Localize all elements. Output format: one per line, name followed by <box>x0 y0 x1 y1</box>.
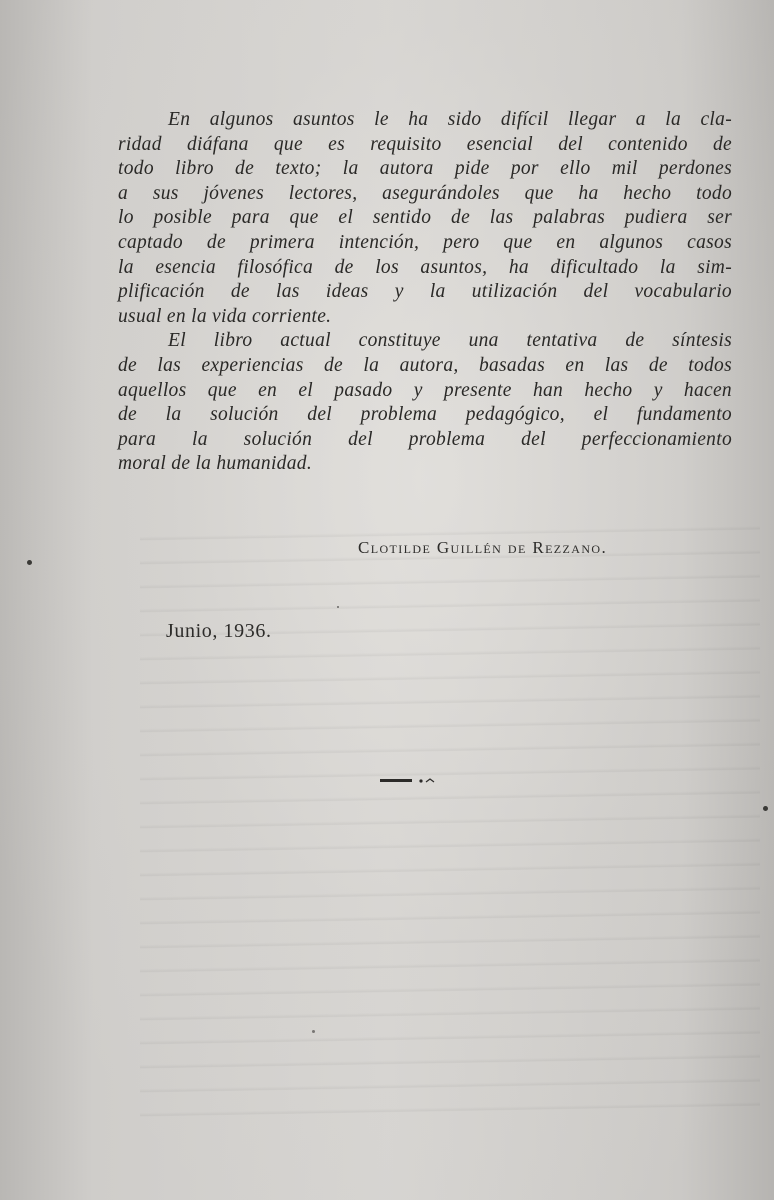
paragraph-1 <box>118 108 732 329</box>
end-ornament-icon <box>380 775 450 787</box>
text-line: ridad diáfana que es requisito esencial del contenido de <box>118 133 732 155</box>
date-line: Junio, 1936. <box>166 620 272 642</box>
author-signature: Clotilde Guillén de Rezzano. <box>358 538 608 557</box>
text-line: de las experiencias de la autora, basadas en las de todos <box>118 354 732 376</box>
text-line: aquellos que en el pasado y presente han hecho y hacen <box>118 379 732 401</box>
paper-speck <box>763 806 768 811</box>
text-line: moral de la humanidad. <box>118 453 313 475</box>
show-through-texture <box>140 520 760 1120</box>
text-line: para la solución del problema del perfeccionamiento <box>118 428 732 450</box>
text-line: todo libro de texto; la autora pide por ello mil perdones <box>118 158 732 180</box>
text-line: El libro actual constituye una tentativa de síntesis <box>168 330 732 352</box>
paragraph-2 <box>118 329 732 477</box>
paper-speck <box>337 606 339 608</box>
text-line: a sus jóvenes lectores, asegurándoles que ha hecho todo <box>118 182 732 204</box>
text-line: la esencia filosófica de los asuntos, ha dificultado la sim- <box>118 256 732 278</box>
preface-text <box>118 108 732 477</box>
paper-speck <box>27 560 32 565</box>
text-line: lo posible para que el sentido de las palabras pudiera ser <box>118 207 732 229</box>
text-line: plificación de las ideas y la utilización del vocabulario <box>118 281 732 303</box>
text-line: usual en la vida corriente. <box>118 305 332 327</box>
text-line: captado de primera intención, pero que en algunos casos <box>118 231 732 253</box>
text-line: de la solución del problema pedagógico, el fundamento <box>118 404 732 426</box>
paper-speck <box>312 1030 315 1033</box>
text-line: En algunos asuntos le ha sido difícil llegar a la cla- <box>168 109 732 130</box>
